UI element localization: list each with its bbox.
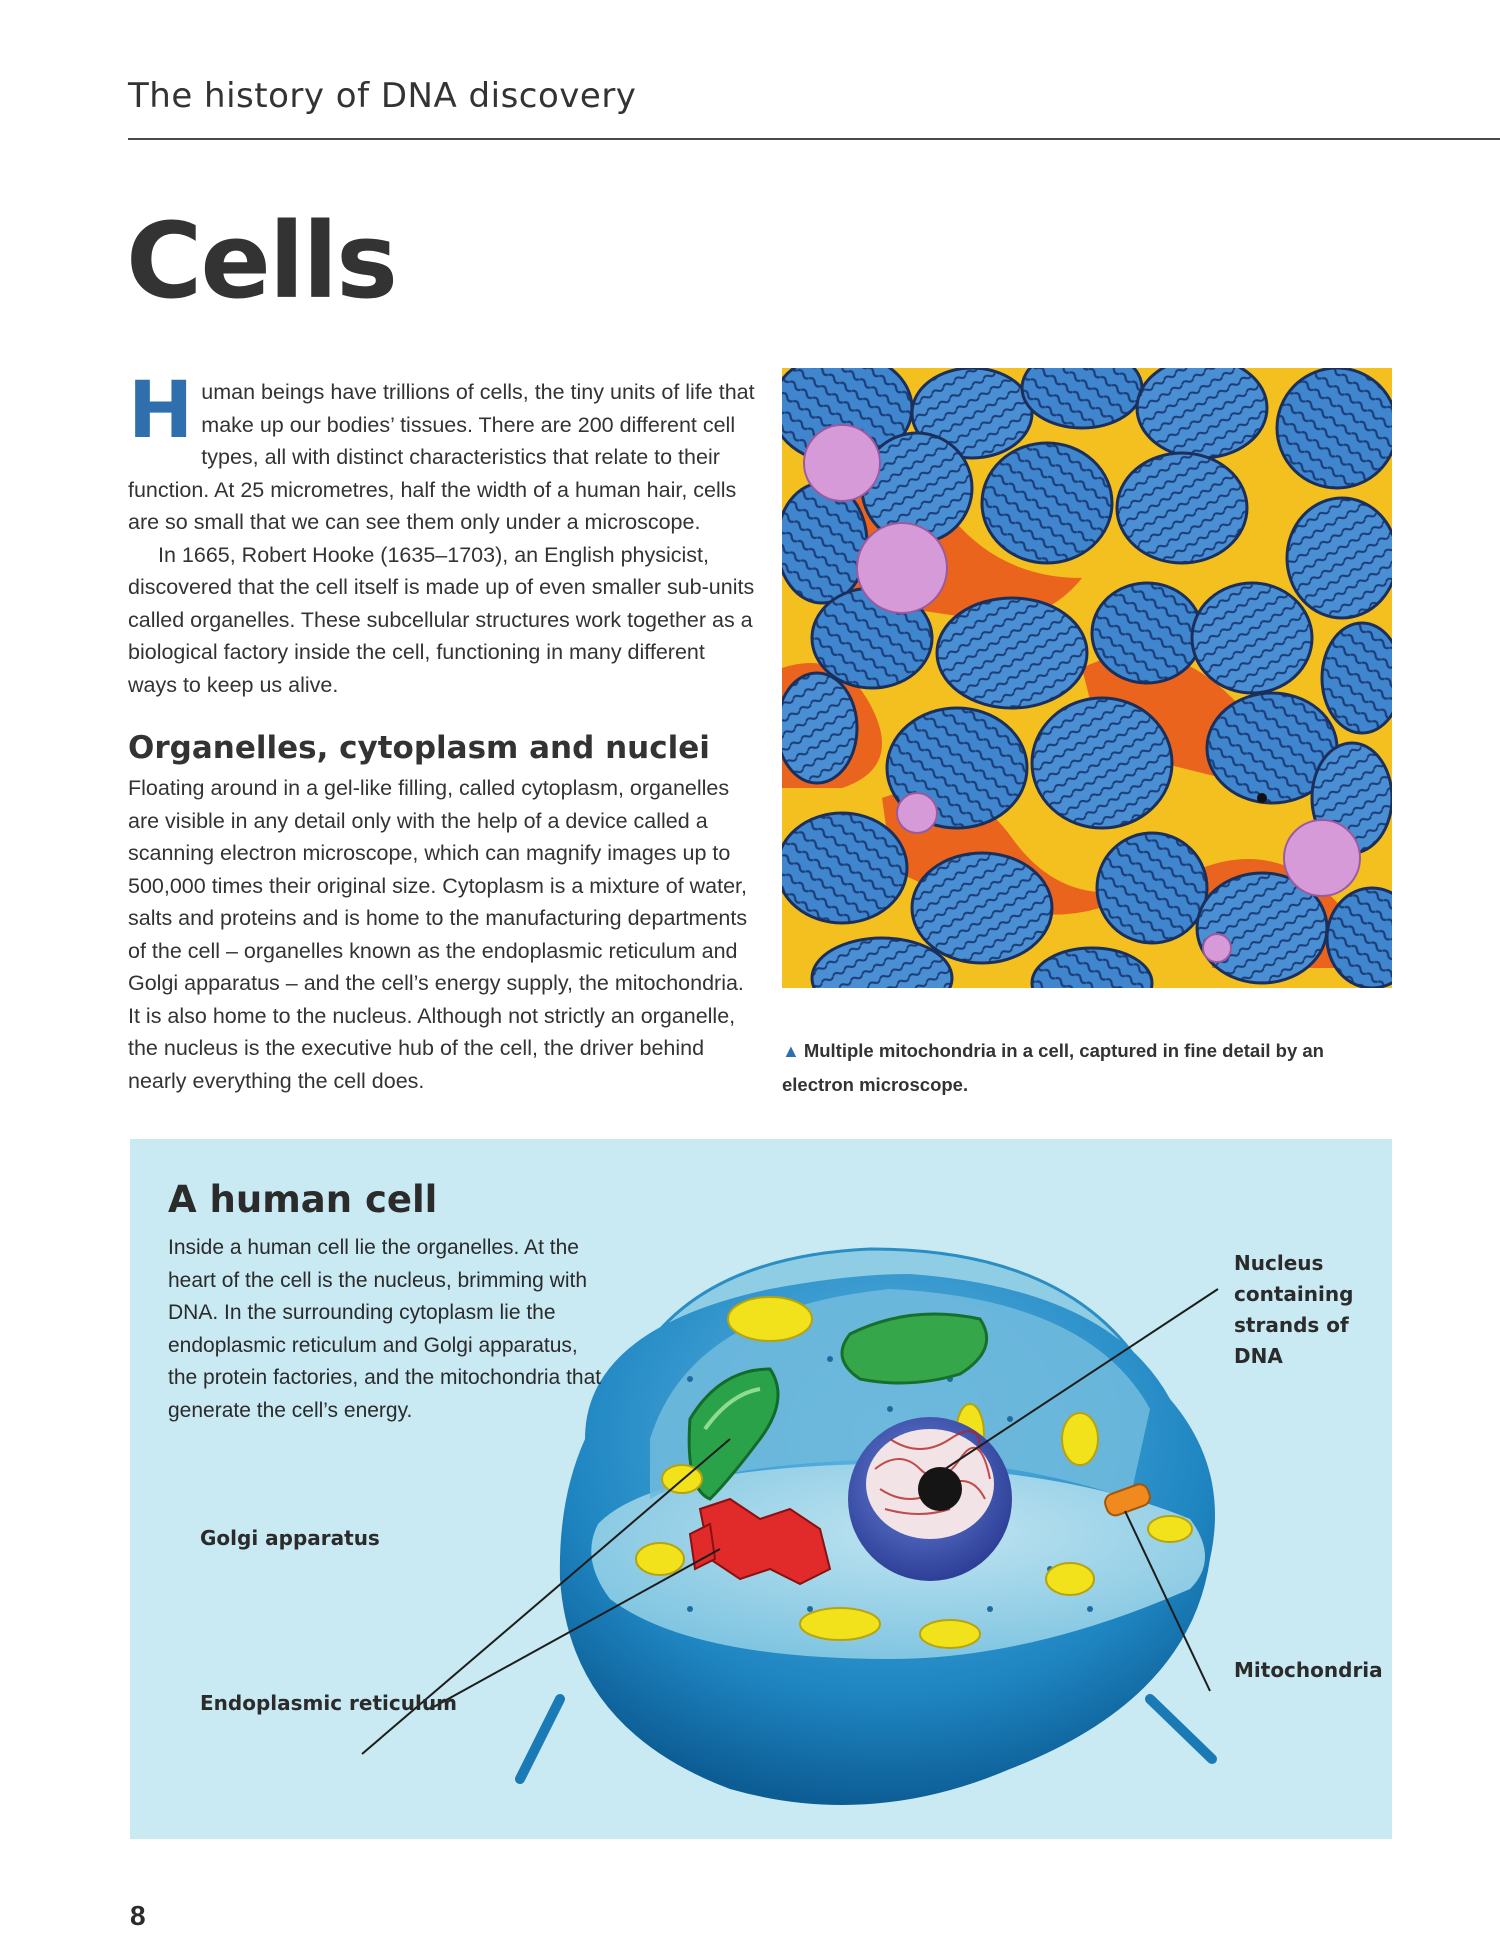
- caption-triangle-icon: ▲: [782, 1041, 800, 1061]
- caption-text: Multiple mitochondria in a cell, captured in fine detail by an electron microscope.: [782, 1040, 1324, 1095]
- drop-cap: H: [128, 366, 194, 456]
- panel-body: Inside a human cell lie the organelles. At the heart of the cell is the nucleus, brimming with DNA. In the surrounding cytoplasm lie the endoplasmic reticulum and Golgi apparatus, the protein factories, and the mitochondria that generate the cell’s energy.: [168, 1236, 602, 1422]
- mitochondria-micrograph: [782, 368, 1392, 988]
- section-heading: Organelles, cytoplasm and nuclei: [128, 730, 710, 766]
- intro-paragraph-1-text: uman beings have trillions of cells, the tiny units of life that make up our bodies’ tissues. There are 200 different cell types, all with distinct characteristics that relate to their function. At 25 micrometres, half the width of a human hair, cells are so small that we can see them only under a microscope.: [128, 380, 755, 534]
- label-golgi-apparatus: Golgi apparatus: [200, 1526, 380, 1550]
- label-nucleus: Nucleus containing strands of DNA: [1234, 1251, 1354, 1368]
- section-body: [128, 772, 756, 1097]
- page-title: Cells: [126, 200, 397, 322]
- panel-title: A human cell: [168, 1178, 438, 1221]
- intro-text: [128, 366, 756, 701]
- photo-caption: [782, 1034, 1382, 1101]
- label-mitochondria: Mitochondria: [1234, 1658, 1383, 1682]
- running-head: The history of DNA discovery: [128, 76, 637, 116]
- intro-paragraph-1: [128, 366, 756, 539]
- intro-paragraph-2: In 1665, Robert Hooke (1635–1703), an English physicist, discovered that the cell itself is made up of even smaller sub-units called organelles. These subcellular structures work together as a biological factory inside the cell, functioning in many different ways to keep us alive.: [128, 542, 755, 697]
- page-number: 8: [130, 1900, 146, 1931]
- section-paragraph: Floating around in a gel-like filling, called cytoplasm, organelles are visible in any detail only with the help of a device called a scanning electron microscope, which can magnify images up to 500,000 times their original size. Cytoplasm is a mixture of water, salts and proteins and is home to the manufacturing departments of the cell – organelles known as the endoplasmic reticulum and Golgi apparatus – and the cell’s energy supply, the mitochondria. It is also home to the nucleus. Although not strictly an organelle, the nucleus is the executive hub of the cell, the driver behind nearly everything the cell does.: [128, 776, 748, 1093]
- label-endoplasmic-reticulum: Endoplasmic reticulum: [200, 1691, 457, 1715]
- header-rule: [128, 138, 1500, 140]
